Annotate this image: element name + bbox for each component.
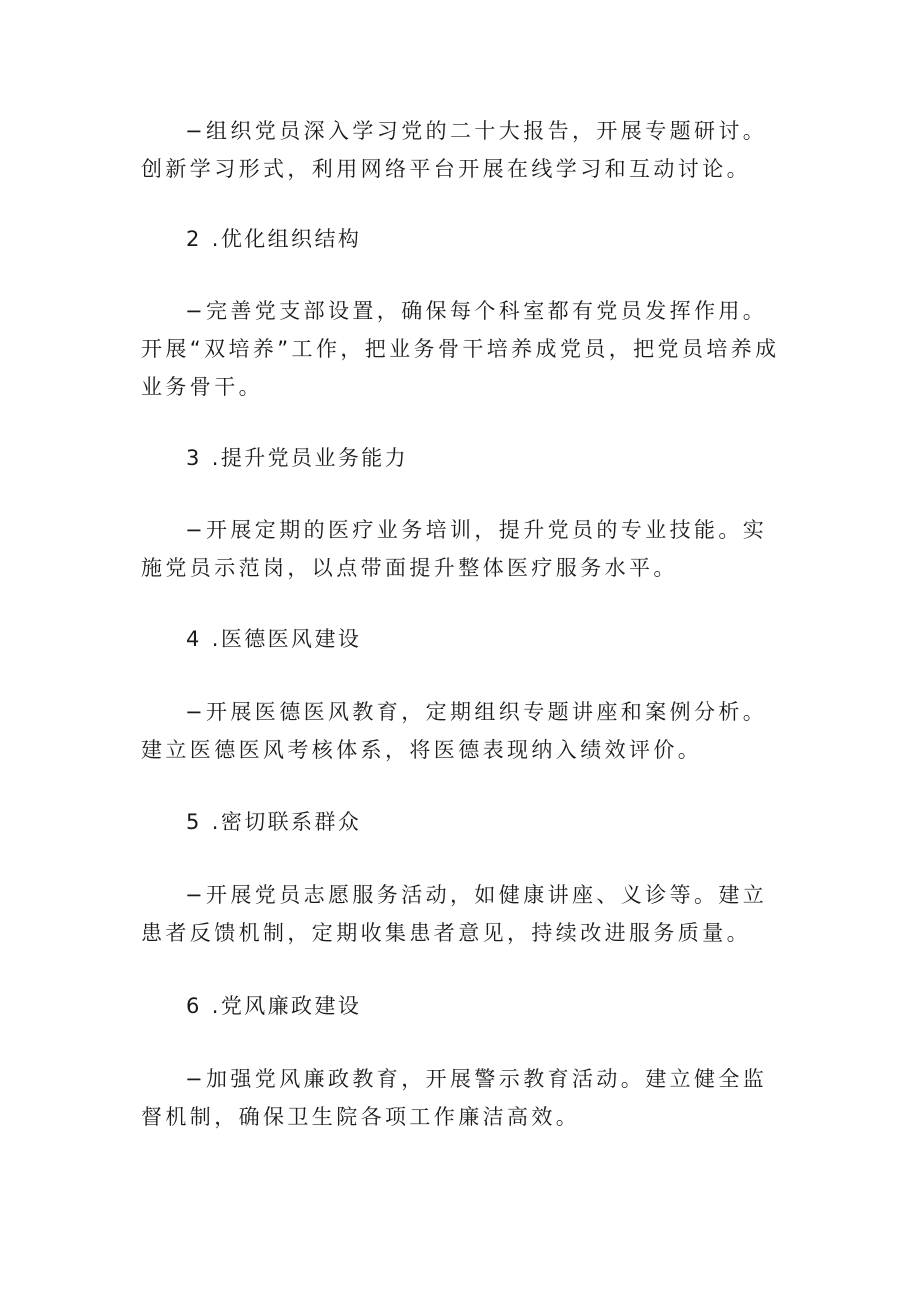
section-heading xyxy=(186,987,746,1025)
section-title: .提升党员业务能力 xyxy=(211,446,409,470)
section-heading xyxy=(186,620,746,658)
section-number: 5 xyxy=(186,810,202,834)
body-paragraph: −加强党风廉政教育，开展警示教育活动。建立健全监督机制，确保卫生院各项工作廉洁高效。 xyxy=(141,1067,768,1129)
section-number: 4 xyxy=(186,627,202,651)
section-heading xyxy=(186,439,746,477)
section-number: 3 xyxy=(186,446,202,470)
body-paragraph: −完善党支部设置，确保每个科室都有党员发挥作用。开展“双培养”工作，把业务骨干培养成党员，把党员培养成业务骨干。 xyxy=(141,299,780,399)
section-title: .密切联系群众 xyxy=(211,810,362,834)
section-number: 2 xyxy=(186,227,202,251)
body-paragraph: −开展医德医风教育，定期组织专题讲座和案例分析。建立医德医风考核体系，将医德表现纳入绩效评价。 xyxy=(141,700,768,762)
body-paragraph: −组织党员深入学习党的二十大报告，开展专题研讨。创新学习形式，利用网络平台开展在线学习和互动讨论。 xyxy=(141,119,768,181)
section-title: .党风廉政建设 xyxy=(211,994,362,1018)
section-heading xyxy=(186,220,746,258)
section-title: .优化组织结构 xyxy=(211,227,362,251)
section-heading xyxy=(186,803,746,841)
body-paragraph: −开展定期的医疗业务培训，提升党员的专业技能。实施党员示范岗，以点带面提升整体医疗服务水平。 xyxy=(141,518,768,580)
section-title: .医德医风建设 xyxy=(211,627,362,651)
section-number: 6 xyxy=(186,994,202,1018)
body-paragraph: −开展党员志愿服务活动，如健康讲座、义诊等。建立患者反馈机制，定期收集患者意见，持续改进服务质量。 xyxy=(141,883,768,945)
